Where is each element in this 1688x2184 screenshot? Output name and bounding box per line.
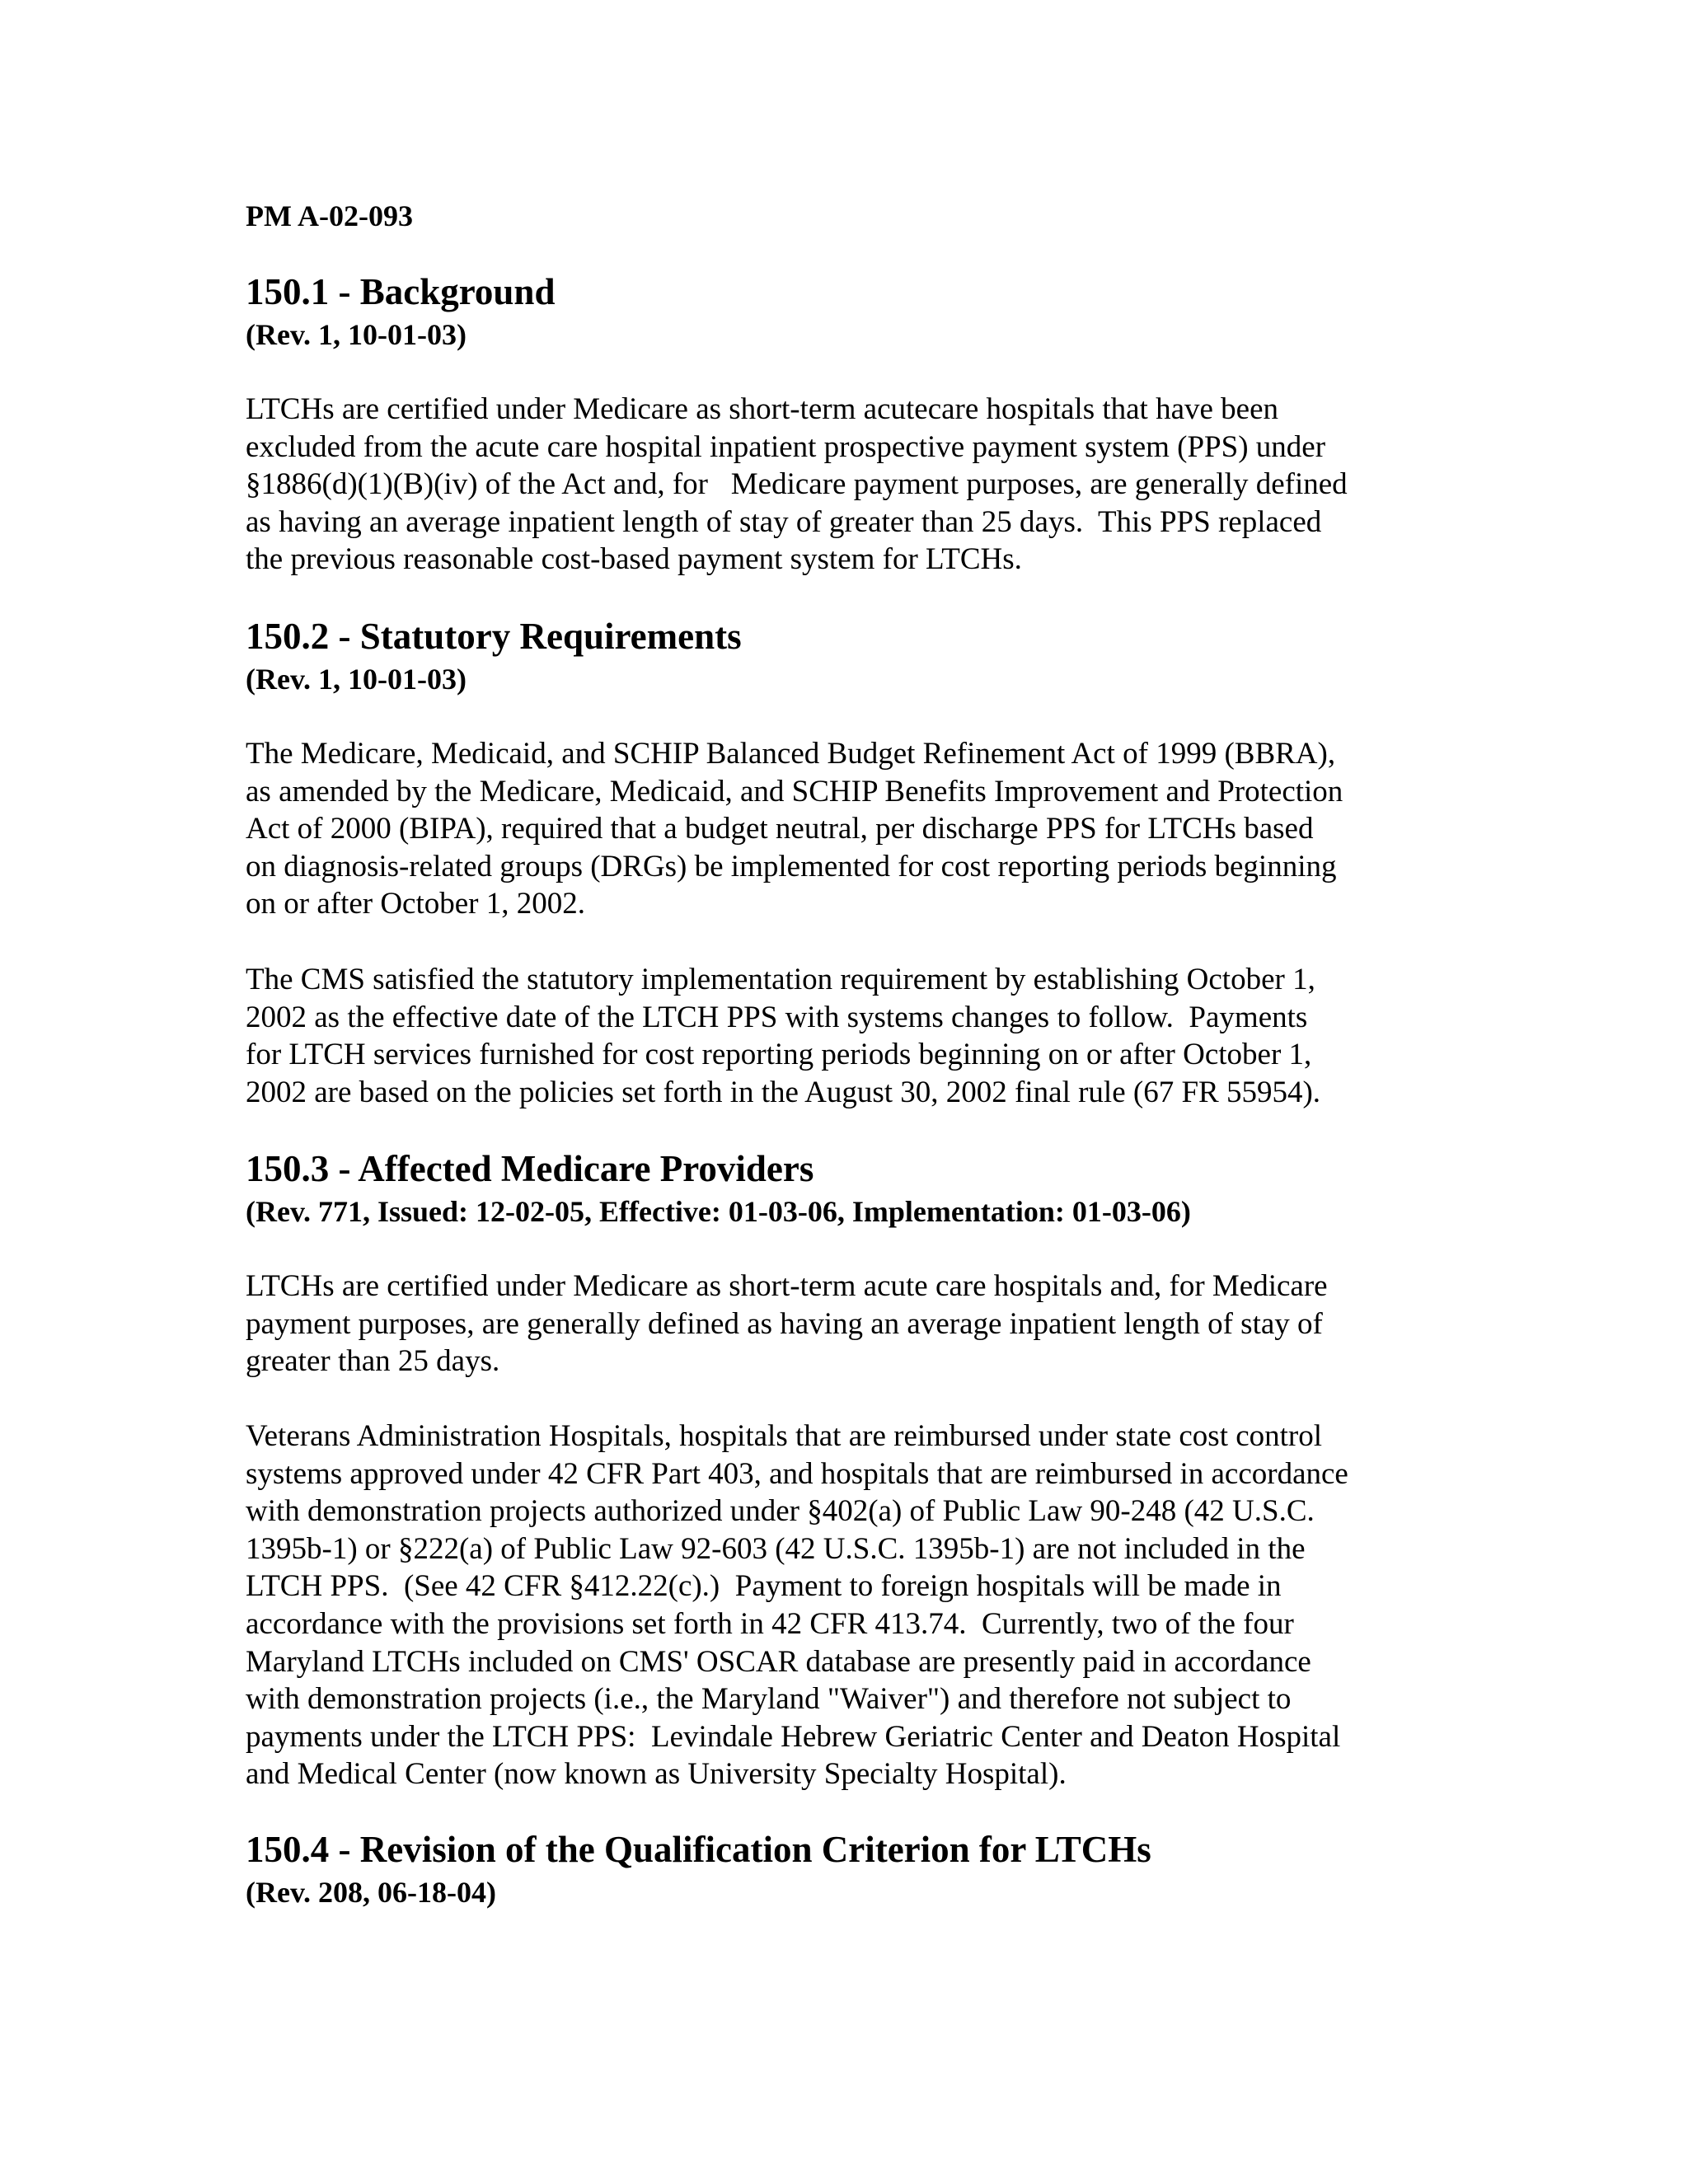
section-heading-150-4: 150.4 - Revision of the Qualification Criterion for LTCHs — [246, 1829, 1151, 1870]
paragraph-150-2-a — [246, 735, 1449, 923]
text-line: as amended by the Medicare, Medicaid, and SCHIP Benefits Improvement and Protection — [246, 774, 1343, 808]
text-line: LTCHs are certified under Medicare as short-term acutecare hospitals that have been — [246, 392, 1279, 426]
paragraph-150-2-b — [246, 961, 1449, 1111]
revision-note-150-3: (Rev. 771, Issued: 12-02-05, Effective: 01-03-06, Implementation: 01-03-06) — [246, 1195, 1191, 1228]
text-line: and Medical Center (now known as University Specialty Hospital). — [246, 1757, 1067, 1792]
text-line: greater than 25 days. — [246, 1344, 500, 1379]
text-line: LTCHs are certified under Medicare as short-term acute care hospitals and, for Medicare — [246, 1269, 1328, 1303]
text-line: with demonstration projects (i.e., the Maryland "Waiver") and therefore not subject to — [246, 1682, 1292, 1717]
text-line: 2002 as the effective date of the LTCH PPS with systems changes to follow. Payments — [246, 1000, 1308, 1034]
text-line: as having an average inpatient length of stay of greater than 25 days. This PPS replaced — [246, 504, 1322, 539]
revision-note-150-4: (Rev. 208, 06-18-04) — [246, 1876, 496, 1909]
text-line: on diagnosis-related groups (DRGs) be implemented for cost reporting periods beginning — [246, 849, 1337, 883]
text-line: excluded from the acute care hospital inpatient prospective payment system (PPS) under — [246, 429, 1326, 464]
revision-note-150-2: (Rev. 1, 10-01-03) — [246, 663, 467, 696]
text-line: the previous reasonable cost-based payment system for LTCHs. — [246, 542, 1022, 577]
text-line: payments under the LTCH PPS: Levindale Hebrew Geriatric Center and Deaton Hospital — [246, 1719, 1341, 1754]
text-line: accordance with the provisions set forth in 42 CFR 413.74. Currently, two of the four — [246, 1606, 1294, 1641]
section-heading-150-2: 150.2 - Statutory Requirements — [246, 616, 742, 657]
text-line: with demonstration projects authorized under §402(a) of Public Law 90-248 (42 U.S.C. — [246, 1494, 1315, 1529]
pm-reference: PM A-02-093 — [246, 199, 413, 232]
paragraph-150-3-a — [246, 1268, 1449, 1380]
text-line: The Medicare, Medicaid, and SCHIP Balanced Budget Refinement Act of 1999 (BBRA), — [246, 737, 1336, 771]
paragraph-150-1-a — [246, 391, 1449, 579]
text-line: Act of 2000 (BIPA), required that a budget neutral, per discharge PPS for LTCHs based — [246, 812, 1314, 846]
text-line: 1395b-1) or §222(a) of Public Law 92-603 (42 U.S.C. 1395b-1) are not included in the — [246, 1531, 1306, 1566]
text-line: The CMS satisfied the statutory implementation requirement by establishing October 1, — [246, 963, 1315, 996]
text-line: for LTCH services furnished for cost reporting periods beginning on or after October 1, — [246, 1038, 1312, 1072]
text-line: on or after October 1, 2002. — [246, 887, 586, 921]
text-line: systems approved under 42 CFR Part 403, and hospitals that are reimbursed in accordance — [246, 1456, 1348, 1491]
paragraph-150-3-b — [246, 1418, 1449, 1793]
text-line: 2002 are based on the policies set forth in the August 30, 2002 final rule (67 FR 55954). — [246, 1075, 1321, 1109]
text-line: §1886(d)(1)(B)(iv) of the Act and, for Medicare payment purposes, are generally defined — [246, 467, 1348, 502]
text-line: Veterans Administration Hospitals, hospitals that are reimbursed under state cost control — [246, 1419, 1323, 1453]
text-line: Maryland LTCHs included on CMS' OSCAR database are presently paid in accordance — [246, 1644, 1311, 1679]
section-heading-150-3: 150.3 - Affected Medicare Providers — [246, 1148, 814, 1189]
revision-note-150-1: (Rev. 1, 10-01-03) — [246, 318, 467, 351]
section-heading-150-1: 150.1 - Background — [246, 271, 556, 312]
text-line: LTCH PPS. (See 42 CFR §412.22(c).) Payment to foreign hospitals will be made in — [246, 1569, 1282, 1604]
text-line: payment purposes, are generally defined as having an average inpatient length of stay of — [246, 1306, 1323, 1341]
